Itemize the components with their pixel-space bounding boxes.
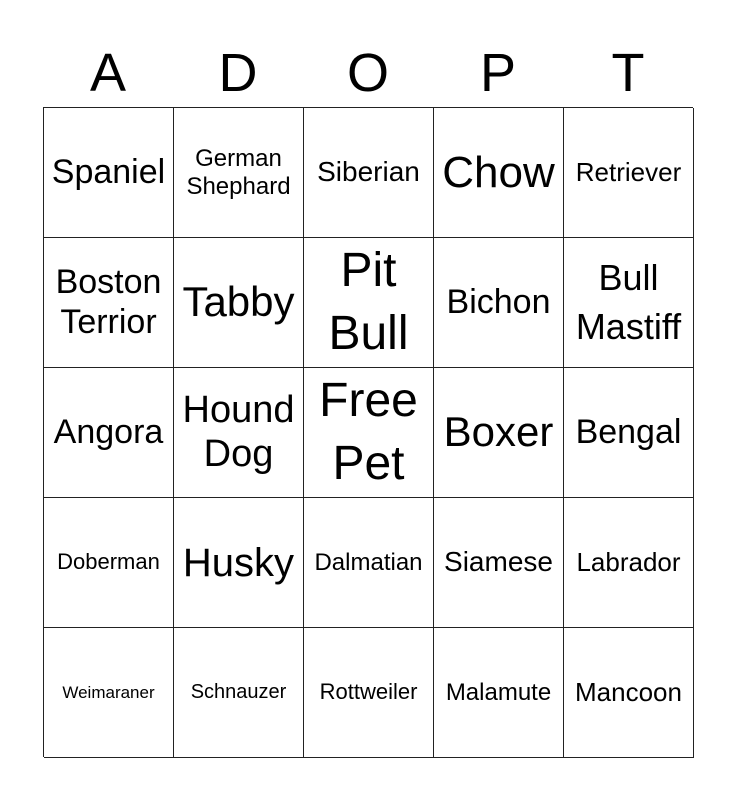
bingo-cell[interactable] bbox=[174, 368, 304, 498]
bingo-cell[interactable] bbox=[434, 238, 564, 368]
header-letter-d: D bbox=[218, 43, 258, 103]
cell-label: Boston Terrior bbox=[55, 263, 162, 341]
cell-label: Bichon bbox=[446, 282, 551, 321]
cell-label: Angora bbox=[53, 412, 164, 451]
cell-label: Bengal bbox=[575, 412, 682, 451]
header-letter-t: T bbox=[611, 43, 645, 103]
bingo-card-grid bbox=[43, 107, 693, 757]
cell-label: Dalmatian bbox=[314, 548, 423, 576]
bingo-cell[interactable] bbox=[44, 238, 174, 368]
cell-label: Rottweiler bbox=[319, 679, 418, 705]
free-space-cell[interactable] bbox=[304, 368, 434, 498]
free-space-label: Free Pet bbox=[319, 374, 418, 490]
header-letter-o: O bbox=[346, 43, 389, 103]
cell-label: Weimaraner bbox=[62, 682, 155, 702]
bingo-header bbox=[43, 38, 693, 108]
header-letter-a: A bbox=[89, 43, 127, 103]
cell-label: Bull Mastiff bbox=[575, 256, 682, 347]
bingo-cell[interactable] bbox=[434, 108, 564, 238]
bingo-cell[interactable] bbox=[564, 628, 694, 758]
header-letter-p: P bbox=[479, 43, 517, 103]
cell-label: Schnauzer bbox=[190, 681, 287, 703]
bingo-cell[interactable] bbox=[564, 108, 694, 238]
cell-label: Boxer bbox=[443, 408, 554, 456]
bingo-cell[interactable] bbox=[304, 238, 434, 368]
bingo-cell[interactable] bbox=[304, 628, 434, 758]
bingo-cell[interactable] bbox=[434, 498, 564, 628]
cell-label: Labrador bbox=[576, 546, 681, 577]
bingo-cell[interactable] bbox=[304, 498, 434, 628]
bingo-cell[interactable] bbox=[44, 628, 174, 758]
cell-label: Husky bbox=[182, 540, 295, 585]
cell-label: Siamese bbox=[444, 546, 553, 578]
cell-label: German Shephard bbox=[186, 144, 291, 200]
bingo-cell[interactable] bbox=[174, 498, 304, 628]
bingo-cell[interactable] bbox=[564, 498, 694, 628]
cell-label: Spaniel bbox=[51, 152, 166, 191]
bingo-cell[interactable] bbox=[174, 238, 304, 368]
bingo-cell[interactable] bbox=[44, 108, 174, 238]
bingo-cell[interactable] bbox=[174, 628, 304, 758]
cell-label: Mancoon bbox=[575, 676, 682, 707]
bingo-cell[interactable] bbox=[564, 238, 694, 368]
cell-label: Chow bbox=[442, 147, 555, 197]
cell-label: Pit Bull bbox=[328, 244, 409, 360]
bingo-cell[interactable] bbox=[434, 628, 564, 758]
bingo-cell[interactable] bbox=[174, 108, 304, 238]
cell-label: Siberian bbox=[317, 156, 420, 188]
bingo-cell[interactable] bbox=[564, 368, 694, 498]
bingo-cell[interactable] bbox=[44, 368, 174, 498]
cell-label: Retriever bbox=[575, 156, 682, 187]
cell-label: Hound Dog bbox=[182, 388, 295, 475]
cell-label: Malamute bbox=[445, 678, 552, 706]
bingo-cell[interactable] bbox=[304, 108, 434, 238]
bingo-cell[interactable] bbox=[44, 498, 174, 628]
cell-label: Tabby bbox=[182, 278, 295, 326]
bingo-cell[interactable] bbox=[434, 368, 564, 498]
cell-label: Doberman bbox=[57, 549, 160, 575]
